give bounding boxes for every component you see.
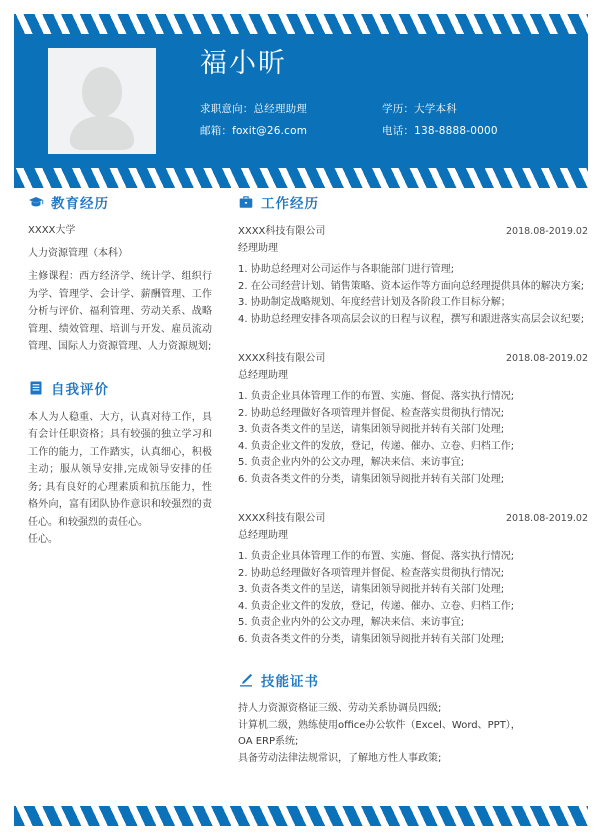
section-header-skills: [238, 670, 588, 690]
skill-line: 计算机二级，熟练使用office办公软件（Excel、Word、PPT），: [238, 719, 521, 731]
work-experience-item: [238, 510, 588, 648]
work-experience-item: [238, 223, 588, 328]
pencil-icon: [238, 672, 254, 688]
work-item-bullet: 2. 协助总经理做好各项管理并督促、检查落实贯彻执行情况;: [238, 407, 505, 419]
right-column: [238, 192, 588, 767]
decorative-stripe-top: [14, 14, 588, 34]
work-item-bullet: 4. 协助总经理安排各项高层会议的日程与议程，撰写和跟进落实高层会议纪要;: [238, 313, 585, 325]
work-item-bullets: [238, 262, 588, 328]
work-item-header: [238, 350, 588, 367]
section-work-experience: [238, 192, 588, 648]
work-item-role: 总经理助理: [238, 370, 288, 381]
header-meta-row-2: [200, 120, 568, 142]
work-item-date: 2018.08-2019.02: [506, 353, 588, 364]
work-item-company: XXXX科技有限公司: [238, 513, 326, 524]
work-experience-item: [238, 350, 588, 488]
work-item-company: XXXX科技有限公司: [238, 353, 326, 364]
work-item-bullets: [238, 549, 588, 648]
section-title-skills: 技能证书: [261, 674, 319, 690]
education-courses: 主修课程：西方经济学、统计学、组织行为学、管理学、会计学、薪酬管理、工作分析与评价、福利管理、劳动关系、战略管理、绩效管理、培训与开发、雇员流动管理、国际人力资源管理、人力资源规划;: [28, 271, 212, 352]
work-item-bullets: [238, 389, 588, 488]
work-item-bullet: 2. 在公司经营计划、销售策略、资本运作等方面向总经理提供具体的解决方案;: [238, 280, 585, 292]
decorative-stripe-middle: [14, 168, 588, 188]
resume-body: [14, 192, 588, 802]
work-item-role: 总经理助理: [238, 530, 288, 541]
work-experience-list: [238, 223, 588, 648]
education-major: 人力资源管理（本科）: [28, 247, 128, 259]
education-level: 学历：大学本科: [382, 103, 457, 115]
section-title-self-evaluation: 自我评价: [51, 381, 109, 398]
work-item-bullet: 3. 协助制定战略规划、年度经营计划及各阶段工作目标分解；: [238, 297, 511, 308]
work-item-bullet: 5. 负责企业内外的公文办理，解决来信、来访事宜;: [238, 457, 465, 468]
self-evaluation-body: 本人为人稳重、大方，认真对待工作，具有会计任职资格；具有较强的独立学习和工作的能力，工作踏实，认真细心，积极主动；服从领导安排,完成领导安排的任务; 具有良好的心理素质和抗压能力，性格外向，富有团队协作意识和较强烈的责任心。和较强烈的责任心。: [28, 411, 212, 528]
work-item-bullet: 3. 负责各类文件的呈送，请集团领导阅批并转有关部门处理;: [238, 424, 505, 435]
page-title: 福小昕: [200, 48, 287, 79]
work-item-company: XXXX科技有限公司: [238, 226, 326, 237]
work-item-role: 经理助理: [238, 243, 278, 254]
work-item-bullet: 5. 负责企业内外的公文办理，解决来信、来访事宜;: [238, 617, 465, 628]
section-title-education: 教育经历: [51, 196, 109, 212]
self-evaluation-body-tail: 任心。: [28, 534, 58, 545]
section-title-work-experience: 工作经历: [261, 196, 319, 212]
section-header-education: [28, 192, 212, 212]
work-item-bullet: 3. 负责各类文件的呈送，请集团领导阅批并转有关部门处理;: [238, 584, 505, 595]
header-meta-row-1: [200, 98, 568, 120]
skill-line: OA ERP系统;: [238, 736, 299, 747]
section-skills: [238, 670, 588, 767]
section-header-work-experience: [238, 192, 588, 212]
work-item-date: 2018.08-2019.02: [506, 513, 588, 524]
avatar: [48, 48, 156, 154]
work-item-bullet: 2. 协助总经理做好各项管理并督促、检查落实贯彻执行情况;: [238, 567, 505, 579]
job-objective: 求职意向：总经理助理: [200, 103, 307, 115]
graduation-cap-icon: [28, 194, 44, 210]
work-item-header: [238, 223, 588, 240]
work-item-bullet: 6. 负责各类文件的分类，请集团领导阅批并转有关部门处理;: [238, 633, 505, 645]
header-info: [200, 46, 568, 142]
skills-list: [238, 701, 588, 767]
email-value: 邮箱：foxit@26.com: [200, 125, 308, 137]
left-column: [28, 192, 212, 571]
decorative-stripe-bottom: [14, 806, 588, 826]
work-item-bullet: 6. 负责各类文件的分类，请集团领导阅批并转有关部门处理;: [238, 473, 505, 485]
work-item-bullet: 4. 负责企业文件的发放，登记，传递、催办、立卷、归档工作;: [238, 440, 515, 452]
section-self-evaluation: [28, 378, 212, 549]
work-item-bullet: 1. 负责企业具体管理工作的布置、实施、督促、落实执行情况;: [238, 551, 515, 562]
education-school: XXXX大学: [28, 225, 76, 236]
work-item-date: 2018.08-2019.02: [506, 226, 588, 237]
person-placeholder-icon: [48, 62, 156, 154]
work-item-bullet: 1. 负责企业具体管理工作的布置、实施、督促、落实执行情况;: [238, 391, 515, 402]
document-icon: [28, 380, 44, 396]
section-education: [28, 192, 212, 356]
briefcase-icon: [238, 194, 254, 210]
skill-line: 持人力资源资格证三级、劳动关系协调员四级;: [238, 703, 442, 714]
work-item-bullet: 1. 协助总经理对公司运作与各职能部门进行管理;: [238, 264, 455, 275]
phone-value: 电话：138-8888-0000: [382, 125, 498, 137]
work-item-header: [238, 510, 588, 527]
skill-line: 具备劳动法律法规常识，了解地方性人事政策;: [238, 752, 442, 764]
resume-header: [14, 34, 588, 168]
section-header-self-evaluation: [28, 378, 212, 398]
work-item-bullet: 4. 负责企业文件的发放，登记，传递、催办、立卷、归档工作;: [238, 600, 515, 612]
